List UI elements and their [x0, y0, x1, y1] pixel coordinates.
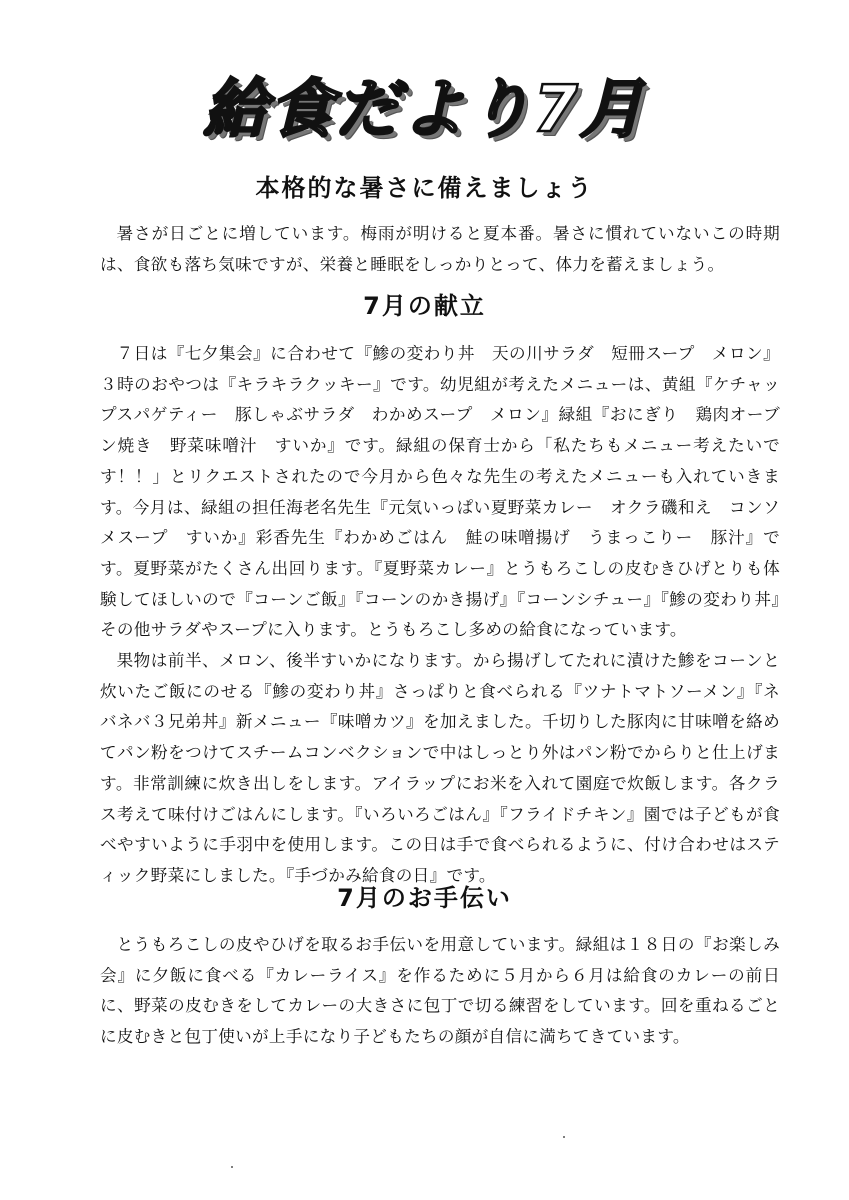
section-heading-summer-heat: 本格的な暑さに備えましょう: [255, 174, 594, 202]
paragraph-summer-heat: 暑さが日ごとに増しています。梅雨が明けると夏本番。暑さに慣れていないこの時期は、食欲も落ち気味ですが、栄養と睡眠をしっかりとって、体力を蓄えましょう。: [100, 224, 780, 274]
scan-speck: [563, 1136, 565, 1138]
paragraph-july-helping: とうもろこしの皮やひげを取るお手伝いを用意しています。緑組は１８日の『お楽しみ会』に夕飯に食べる『カレーライス』を作るために５月から６月は給食のカレーの前日に、野菜の皮むきをしてカレーの大きさに包丁で切る練習をしています。回を重ねるごとに皮むきと包丁使いが上手になり子どもたちの顔が自信に満ちてきています。: [100, 935, 780, 1047]
newsletter-title: 給食だより7月: [203, 73, 646, 147]
scan-speck: [231, 1166, 233, 1168]
section-heading-july-helping: 7月のお手伝い: [337, 884, 512, 912]
paragraph-july-menu-1: ７日は『七夕集会』に合わせて『鯵の変わり丼 天の川サラダ 短冊スープ メロン』３時のおやつは『キラキラクッキー』です。幼児組が考えたメニューは、黄組『ケチャップスパゲティー 豚しゃぶサラダ わかめスープ メロン』緑組『おにぎり 鶏肉オーブン焼き 野菜味噌汁 すいか』です。緑組の保育士から「私たちもメニュー考えたいです！！」とリクエストされたので今月から色々な先生の考えたメニューも入れていきます。今月は、緑組の担任海老名先生『元気いっぱい夏野菜カレー オクラ磯和え コンソメスープ すいか』彩香先生『わかめごはん 鮭の味噌揚げ うまっこりー 豚汁』です。夏野菜がたくさん出回ります。『夏野菜カレー』とうもろこしの皮むきひげとりも体験してほしいので『コーンご飯』『コーンのかき揚げ』『コーンシチュー』『鯵の変わり丼』その他サラダやスープに入ります。とうもろこし多めの給食になっています。: [100, 344, 780, 640]
paragraph-july-menu-2: 果物は前半、メロン、後半すいかになります。から揚げしてたれに漬けた鯵をコーンと炊いたご飯にのせる『鯵の変わり丼』さっぱりと食べられる『ツナトマトソーメン』『ネバネバ３兄弟丼』新メニュー『味噌カツ』を加えました。千切りした豚肉に甘味噌を絡めてパン粉をつけてスチームコンベクションで中はしっとり外はパン粉でからりと仕上げます。非常訓練に炊き出しをします。アイラップにお米を入れて園庭で炊飯します。各クラス考えて味付けごはんにします。『いろいろごはん』『フライドチキン』園では子どもが食べやすいように手羽中を使用します。この日は手で食べられるように、付け合わせはスティック野菜にしました。『手づかみ給食の日』です。: [100, 651, 780, 885]
section-heading-july-menu: 7月の献立: [363, 292, 486, 320]
